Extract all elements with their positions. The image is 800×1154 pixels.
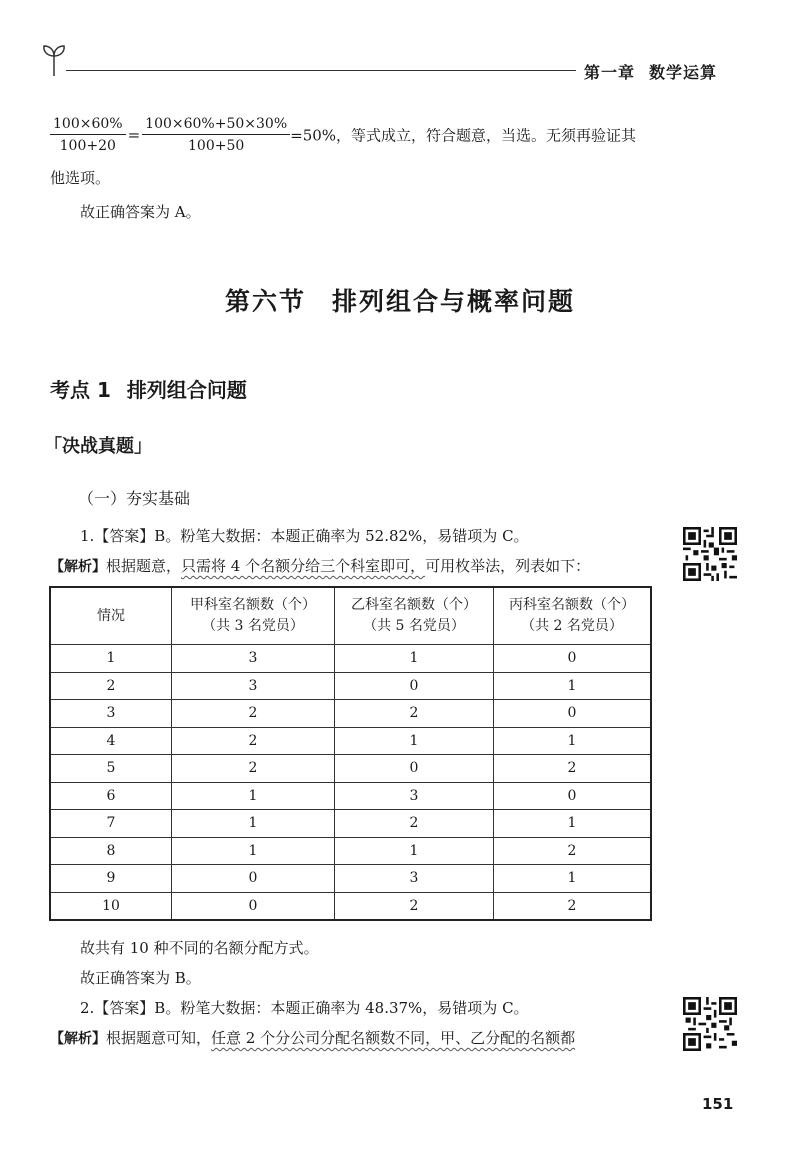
cell-dept-c: 1 [494,865,652,893]
table-row [50,672,651,700]
formula-line [50,116,770,154]
q1-answer-line: 1.【答案】B。粉笔大数据：本题正确率为 52.82%，易错项为 C。 [80,527,529,545]
cell-dept-b: 1 [335,837,494,865]
table-row [50,727,651,755]
header-dept-b-line2: （共 5 名党员） [363,618,465,634]
table-row [50,700,651,728]
header-dept-a-line2: （共 3 名党员） [202,618,304,634]
cell-dept-c: 0 [494,782,652,810]
cell-dept-b: 2 [335,700,494,728]
cell-case: 1 [50,645,172,673]
cell-dept-c: 1 [494,672,652,700]
conclusion-a: 故正确答案为 A。 [80,203,201,221]
header-case-label: 情况 [97,607,125,624]
table-header-row [50,587,651,645]
section-title [0,282,800,318]
cell-dept-a: 3 [172,645,335,673]
fraction-2 [142,116,290,154]
fraction-1-denominator: 100+20 [59,138,116,154]
chapter-header [584,60,717,83]
point-title [50,374,247,403]
cell-dept-c: 0 [494,700,652,728]
cell-dept-b: 3 [335,782,494,810]
q2-analysis-tag: 【解析】 [50,1031,106,1047]
total-methods-text: 故共有 10 种不同的名额分配方式。 [80,939,319,957]
q2-analysis-line [50,1028,575,1049]
cell-dept-a: 2 [172,700,335,728]
table-row [50,810,651,838]
header-dept-a [172,587,335,645]
equals-sign: = [127,126,141,144]
cell-case: 9 [50,865,172,893]
cell-dept-a: 1 [172,810,335,838]
cell-dept-c: 2 [494,755,652,783]
section-number: 第六节 [224,287,306,316]
cell-case: 7 [50,810,172,838]
q1-analysis-tag: 【解析】 [50,559,106,575]
table-row [50,865,651,893]
table-row [50,782,651,810]
qr-code-icon[interactable] [683,997,737,1051]
cell-case: 5 [50,755,172,783]
cell-dept-c: 1 [494,727,652,755]
cell-dept-b: 2 [335,810,494,838]
header-dept-a-line1: 甲科室名额数（个） [190,597,316,613]
cell-dept-c: 2 [494,837,652,865]
header-dept-c [494,587,652,645]
section-name: 排列组合与概率问题 [332,287,576,316]
q1-analysis-wavy: 只需将 4 个名额分给三个科室即可， [181,557,426,575]
q2-analysis-wavy: 任意 2 个分公司分配名额数不同，甲、乙分配的名额都 [211,1029,576,1047]
cell-case: 10 [50,892,172,920]
bracket-title: 「决战真题」 [44,436,152,457]
table-row [50,892,651,920]
cell-dept-a: 2 [172,727,335,755]
cell-dept-b: 2 [335,892,494,920]
sprout-icon [40,42,68,78]
cell-case: 4 [50,727,172,755]
sub-title: （一）夯实基础 [78,489,191,508]
fraction-1-numerator: 100×60% [50,116,126,135]
header-case [50,587,172,645]
header-dept-b-line1: 乙科室名额数（个） [351,597,477,613]
cell-dept-b: 0 [335,755,494,783]
fraction-2-denominator: 100+50 [188,138,245,154]
cell-dept-a: 2 [172,755,335,783]
q1-analysis-intro: 根据题意， [106,557,182,575]
q2-answer-line: 2.【答案】B。粉笔大数据：本题正确率为 48.37%，易错项为 C。 [80,999,529,1017]
qr-code-icon[interactable] [683,527,737,581]
cell-dept-a: 1 [172,837,335,865]
allocation-table [49,586,652,921]
cell-dept-a: 0 [172,892,335,920]
continuation-text: 他选项。 [50,169,111,187]
point-name: 排列组合问题 [126,378,247,402]
q1-analysis-tail: 可用枚举法，列表如下： [425,557,591,575]
conclusion-b: 故正确答案为 B。 [80,969,201,987]
cell-dept-a: 0 [172,865,335,893]
q1-analysis-line [50,556,590,577]
cell-dept-b: 1 [335,727,494,755]
chapter-title: 数学运算 [649,63,718,82]
fraction-1 [50,116,126,154]
header-rule [66,70,576,71]
formula-result: =50%，等式成立，符合题意，当选。无须再验证其 [290,126,637,145]
cell-dept-b: 1 [335,645,494,673]
header-dept-c-line1: 丙科室名额数（个） [509,597,635,613]
cell-dept-c: 2 [494,892,652,920]
cell-dept-b: 0 [335,672,494,700]
cell-case: 6 [50,782,172,810]
cell-dept-c: 0 [494,645,652,673]
cell-dept-a: 1 [172,782,335,810]
cell-case: 8 [50,837,172,865]
table-row [50,755,651,783]
fraction-2-numerator: 100×60%+50×30% [142,116,290,135]
cell-case: 2 [50,672,172,700]
cell-case: 3 [50,700,172,728]
q2-analysis-intro: 根据题意可知， [106,1029,212,1047]
page-number: 151 [702,1095,734,1113]
cell-dept-c: 1 [494,810,652,838]
header-dept-b [335,587,494,645]
table-row [50,645,651,673]
cell-dept-a: 3 [172,672,335,700]
chapter-number: 第一章 [584,63,636,82]
cell-dept-b: 3 [335,865,494,893]
table-row [50,837,651,865]
header-dept-c-line2: （共 2 名党员） [521,618,623,634]
point-number: 考点 1 [50,378,111,402]
